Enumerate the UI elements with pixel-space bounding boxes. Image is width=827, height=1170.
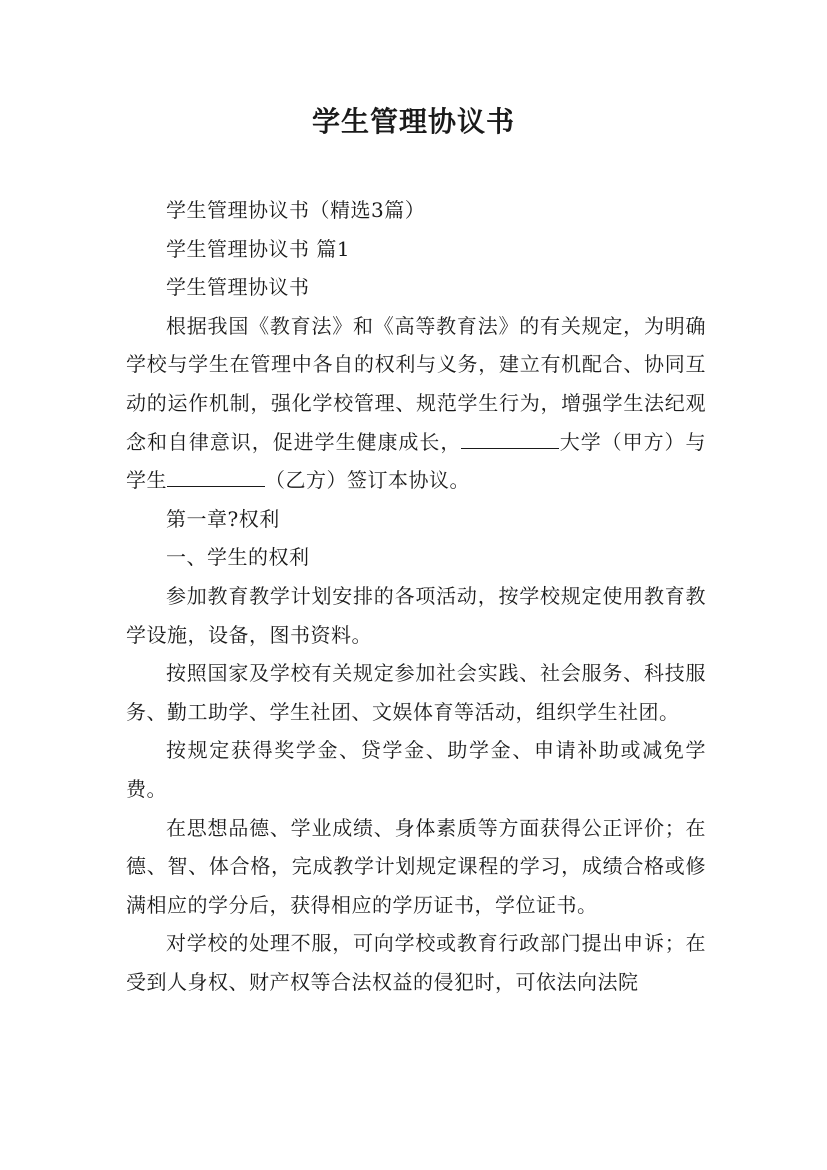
intro-text-a: 根据我国《教育法》和《高等教育法》的有关规定，为明确学校与学生在管理中各自的权利与义务，建立有机配合、协同互动的运作机制，强化学校管理、规范学生行为，增强学生法纪观念和自律意识，促进学生健康成长， xyxy=(126,313,706,454)
intro-text-b: 大学（甲方）与学生 xyxy=(126,429,707,493)
rights-paragraph: 按规定获得奖学金、贷学金、助学金、申请补助或减免学费。 xyxy=(126,738,706,801)
school-name-blank xyxy=(461,430,559,449)
rights-paragraph: 按照国家及学校有关规定参加社会实践、社会服务、科技服务、勤工助学、学生社团、文娱体育等活动，组织学生社团。 xyxy=(126,661,706,724)
document-title: 学生管理协议书 xyxy=(311,105,515,138)
doc-heading: 学生管理协议书 xyxy=(166,275,310,300)
rights-paragraph: 在思想品德、学业成绩、身体素质等方面获得公正评价；在德、智、体合格，完成教学计划规定课程的学习，成绩合格或修满相应的学分后，获得相应的学历证书，学位证书。 xyxy=(126,815,706,917)
section-heading: 一、学生的权利 xyxy=(166,545,310,570)
intro-text-c: （乙方）签订本协议。 xyxy=(265,468,470,493)
student-name-blank xyxy=(167,468,265,487)
subtitle: 学生管理协议书（精选3篇） xyxy=(166,198,426,222)
rights-paragraph: 对学校的处理不服，可向学校或教育行政部门提出申诉；在受到人身权、财产权等合法权益的侵犯时，可依法向法院 xyxy=(126,931,706,994)
intro-paragraph xyxy=(126,307,706,500)
document-body xyxy=(126,191,706,1001)
rights-paragraph: 参加教育教学计划安排的各项活动，按学校规定使用教育教学设施，设备，图书资料。 xyxy=(126,583,706,647)
section-label: 学生管理协议书 篇1 xyxy=(166,236,351,261)
chapter-heading: 第一章?权利 xyxy=(166,506,280,531)
